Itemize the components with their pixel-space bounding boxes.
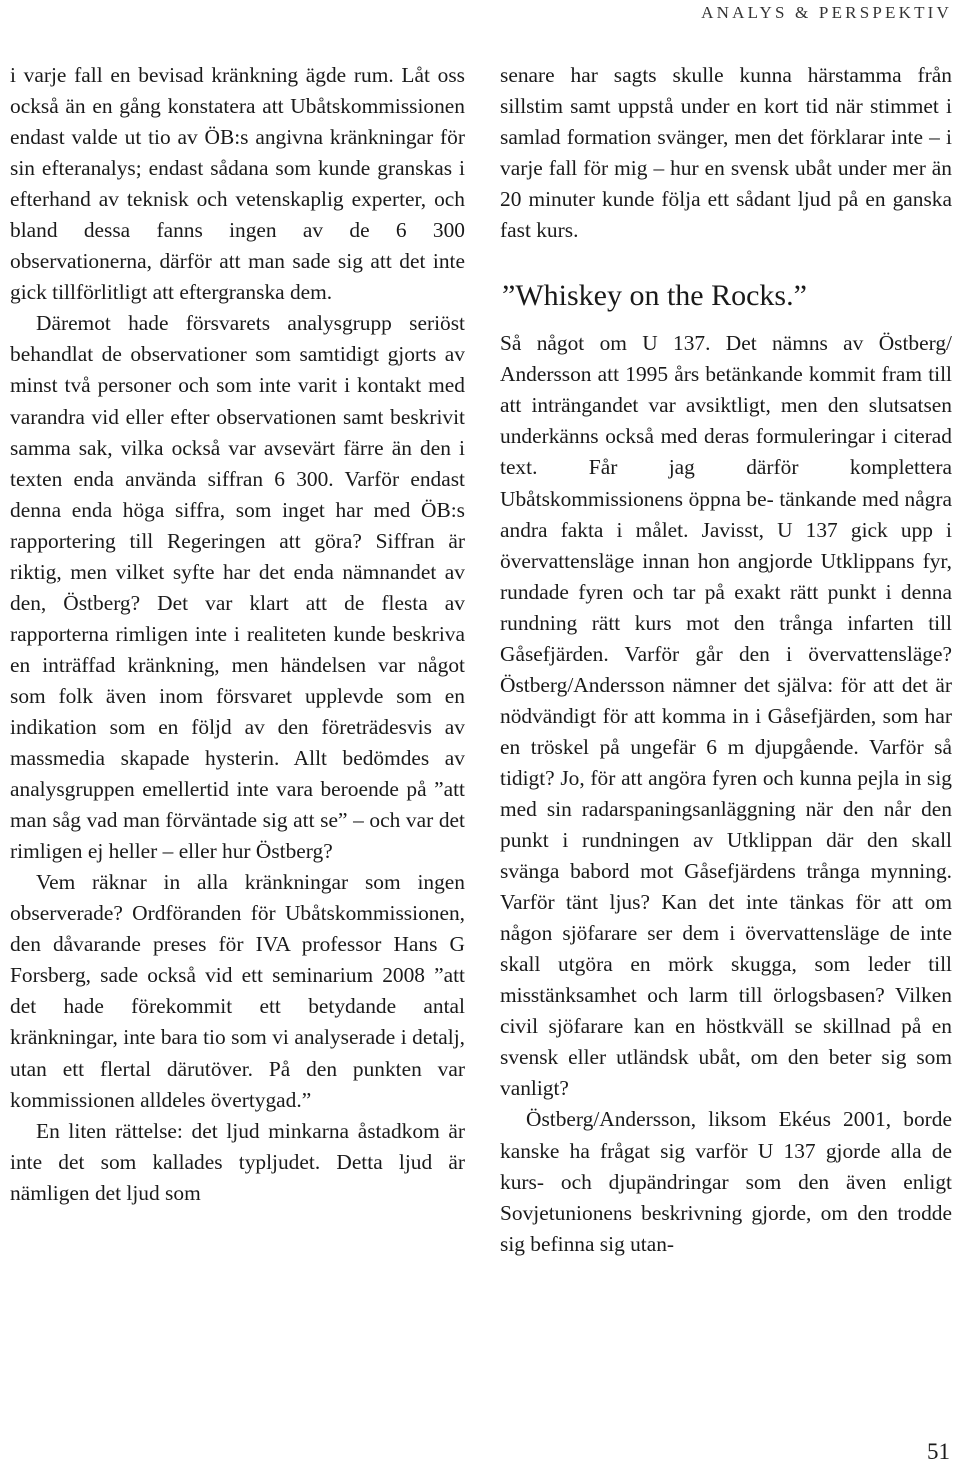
page-number: 51 [927,1439,950,1464]
body-paragraph: Östberg/Andersson, liksom Ekéus 2001, borde kanske ha frågat sig varför U 137 gjorde alla de kurs- och djupändringar som den även enligt Sovjetunionens beskrivning gjorde, om den trodde sig befinna sig utan- [500,1107,952,1256]
body-paragraph: senare har sagts skulle kunna härstamma från sillstim samt uppstå under en kort tid när stimmet i samlad formation svänger, men det förklarar inte – i varje fall för mig – hur en svensk ubåt under mer än 20 minuter kunde följa ett sådant ljud på en ganska fast kurs. [500,63,952,243]
running-header: ANALYS & PERSPEKTIV [701,3,952,22]
right-column [500,60,952,1260]
left-column [10,60,465,1209]
body-paragraph: Så något om U 137. Det nämns av Östberg/ Andersson att 1995 års betänkande kommit fram till att inträngandet var avsiktligt, men den slutsatsen underkänns också med deras formuleringar i citerad text. Får jag därför komplettera Ubåtskommissionens öppna be- tänkande med några andra fakta i målet. Javisst, U 137 gick upp i övervattensläge innan hon angjorde Utklippans fyr, rundade fyren och tar på exakt rätt punkt i denna rundning rätt kurs mot den trånga infarten till Gåsefjärden. Varför går den i övervattensläge? Östberg/Andersson nämner det själva: för att det är nödvändigt för att komma in i Gåsefjärden, som har en tröskel på ungefär 6 m djupgående. Varför så tidigt? Jo, för att angöra fyren och kunna pejla in sig med sin radarspaningsanläggning när den når den punkt i rundningen av Utklippan där den skall svänga babord mot Gåsefjärdens trånga mynning. Varför tänt ljus? Kan det inte tänkas för att om någon sjöfarare ser dem i övervattensläge de inte skall utgöra en mörk skugga, som leder till misstänksamhet och larm till örlogsbasen? Vilken civil sjöfarare kan en höstkväll se skillnad på en svensk eller utländsk ubåt, om den beter sig som vanligt? [500,331,952,1101]
body-paragraph: Däremot hade försvarets analysgrupp seriöst behandlat de observationer som samtidigt gjorts av minst två personer och som inte varit i kontakt med varandra vid eller efter observationen samt beskrivit samma sak, vilka också var avsevärt färre än den i texten enda använda siffran 6 300. Varför endast denna enda höga siffra, som inget har med ÖB:s rapportering till Regeringen att göra? Siffran är riktig, men vilket syfte har det enda nämnandet av den, Östberg? Det var klart att de flesta av rapporterna rimligen inte i realiteten kunde beskriva en inträffad kränkning, men händelsen var något som folk även inom försvaret upplevde som en indikation som en följd av den företrädesvis av massmedia skapade hysterin. Allt bedömdes av analysgruppen emellertid inte vara beroende på ”att man såg vad man förväntade sig att se” – och var det rimligen ej heller – eller hur Östberg? [10,311,465,864]
section-heading: ”Whiskey on the Rocks.” [502,279,807,313]
body-paragraph: Vem räknar in alla kränkningar som ingen observerade? Ordföranden för Ubåtskommissionen, den dåvarande preses för IVA professor Hans G Forsberg, sade också vid ett seminarium 2008 ”att det hade förekommit ett betydande antal kränkningar, inte bara tio som vi analyserade i detalj, utan ett flertal därutöver. På den punkten var kommissionen alldeles övertygad.” [10,870,465,1112]
body-paragraph: i varje fall en bevisad kränkning ägde rum. Låt oss också än en gång konstatera att Ubåtskommissionen endast valde ut tio av ÖB:s angivna kränkningar för sin efteranalys; endast sådana som kunde granskas i efterhand av teknisk och vetenskaplig experter, och bland dessa fanns ingen av de 6 300 observationerna, därför att man sade sig att det inte gick tillförlitligt att eftergranska dem. [10,63,465,305]
body-paragraph: En liten rättelse: det ljud minkarna åstadkom är inte det som kallades typljudet. Detta ljud är nämligen det ljud som [10,1118,465,1205]
